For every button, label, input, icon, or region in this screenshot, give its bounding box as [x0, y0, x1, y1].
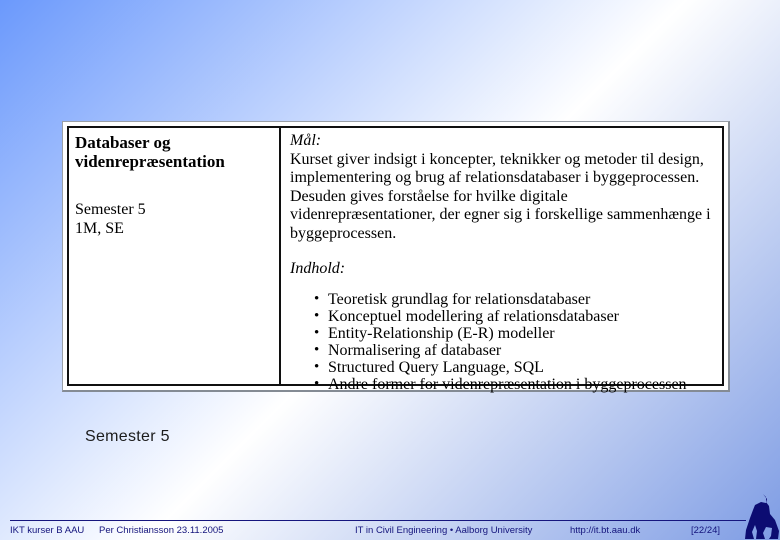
aau-mascot-logo-icon [742, 493, 779, 540]
semester-caption: Semester 5 [85, 428, 170, 445]
footer-course-name: IKT kurser B AAU [10, 525, 85, 536]
footer-author-date: Per Christiansson 23.11.2005 [99, 525, 224, 536]
course-table-left-cell [69, 128, 281, 384]
course-table-right-cell [281, 128, 722, 393]
content-bullet-list [290, 291, 716, 393]
list-item: • Structured Query Language, SQL [328, 359, 716, 376]
course-table [67, 126, 724, 393]
footer-page-number: [22/24] [691, 525, 721, 536]
list-item: • Andre former for videnrepræsentation i byggeprocessen [328, 376, 716, 393]
course-table-panel [62, 121, 730, 392]
goal-label: Mål: [290, 132, 322, 149]
course-groups: 1M, SE [75, 219, 124, 237]
footer-url: http://it.bt.aau.dk [570, 525, 641, 536]
course-title: Databaser og videnrepræsentation [75, 133, 225, 171]
content-label: Indhold: [290, 260, 346, 277]
list-item: • Normalisering af databaser [328, 342, 716, 359]
course-semester: Semester 5 [75, 201, 146, 218]
footer-organization: IT in Civil Engineering • Aalborg University [355, 525, 533, 536]
list-item: • Entity-Relationship (E-R) modeller [328, 325, 716, 342]
list-item: • Teoretisk grundlag for relationsdatabaser [328, 291, 716, 308]
goal-text: Kurset giver indsigt i koncepter, teknikker og metoder til design, implementering og brug af relationsdatabaser i byggeprocessen. Desuden gives forståelse for hvilke digitale videnrepræsentationer, der egner sig i forskellige sammenhænge i byggeprocessen. [290, 150, 711, 242]
footer-divider [10, 520, 746, 521]
list-item: • Konceptuel modellering af relationsdatabaser [328, 308, 716, 325]
